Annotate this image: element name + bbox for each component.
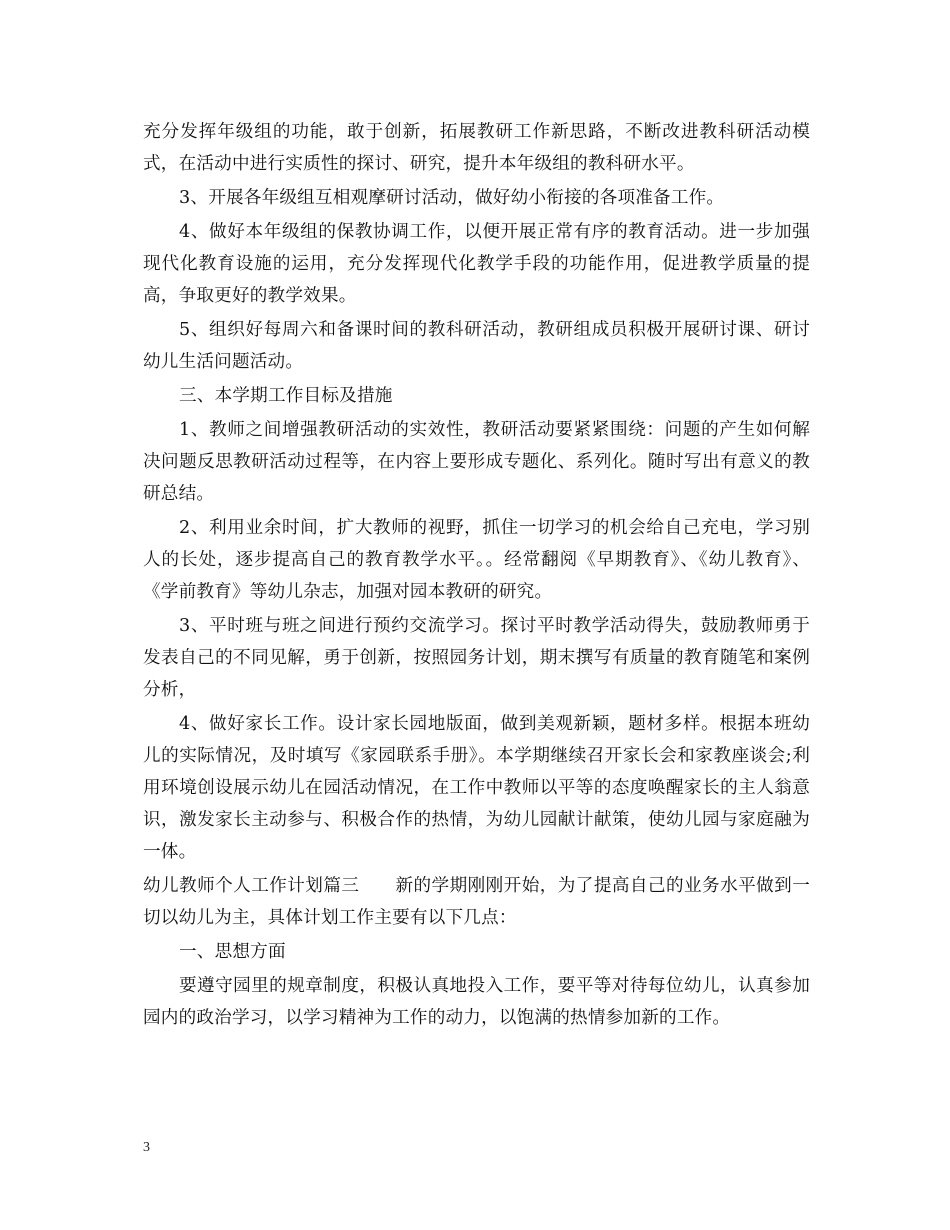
paragraph-3: 4、做好本年级组的保教协调工作，以便开展正常有序的教育活动。进一步加强现代化教育设施的运用，充分发挥现代化教学手段的功能作用，促进教学质量的提高，争取更好的教学效果。	[143, 222, 810, 306]
section-heading-thought: 一、思想方面	[179, 942, 286, 962]
paragraph-12: 要遵守园里的规章制度，积极认真地投入工作，要平等对待每位幼儿，认真参加园内的政治学习，以学习精神为工作的动力，以饱满的热情参加新的工作。	[143, 976, 810, 1028]
paragraph-8: 3、平时班与班之间进行预约交流学习。探讨平时教学活动得失，鼓励教师勇于发表自己的不同见解，勇于创新，按照园务计划，期末撰写有质量的教育随笔和案例分析，	[143, 616, 810, 700]
paragraph-4: 5、组织好每周六和备课时间的教科研活动，教研组成员积极开展研讨课、研讨幼儿生活问题活动。	[143, 320, 810, 372]
paragraph-1: 充分发挥年级组的功能，敢于创新，拓展教研工作新思路，不断改进教科研活动模式，在活动中进行实质性的探讨、研究，提升本年级组的教科研水平。	[143, 122, 810, 174]
section-heading-goals: 三、本学期工作目标及措施	[179, 386, 393, 406]
paragraph-9: 4、做好家长工作。设计家长园地版面，做到美观新颖，题材多样。根据本班幼儿的实际情况，及时填写《家园联系手册》。本学期继续召开家长会和家教座谈会;利用环境创设展示幼儿在园活动情况，在工作中教师以平等的态度唤醒家长的主人翁意识，激发家长主动参与、积极合作的热情，为幼儿园献计献策，使幼儿园与家庭融为一体。	[143, 714, 810, 862]
page-number: 3	[143, 1140, 150, 1155]
document-body	[143, 116, 810, 1036]
paragraph-10: 幼儿教师个人工作计划篇三 新的学期刚刚开始，为了提高自己的业务水平做到一切以幼儿为主，具体计划工作主要有以下几点：	[143, 876, 810, 928]
paragraph-7: 2、利用业余时间，扩大教师的视野，抓住一切学习的机会给自己充电，学习别人的长处，逐步提高自己的教育教学水平。。经常翻阅《早期教育》、《幼儿教育》、《学前教育》等幼儿杂志，加强对园本教研的研究。	[143, 518, 810, 602]
paragraph-2: 3、开展各年级组互相观摩研讨活动，做好幼小衔接的各项准备工作。	[179, 188, 725, 208]
paragraph-6: 1、教师之间增强教研活动的实效性，教研活动要紧紧围绕：问题的产生如何解决问题反思教研活动过程等，在内容上要形成专题化、系列化。随时写出有意义的教研总结。	[143, 420, 810, 504]
